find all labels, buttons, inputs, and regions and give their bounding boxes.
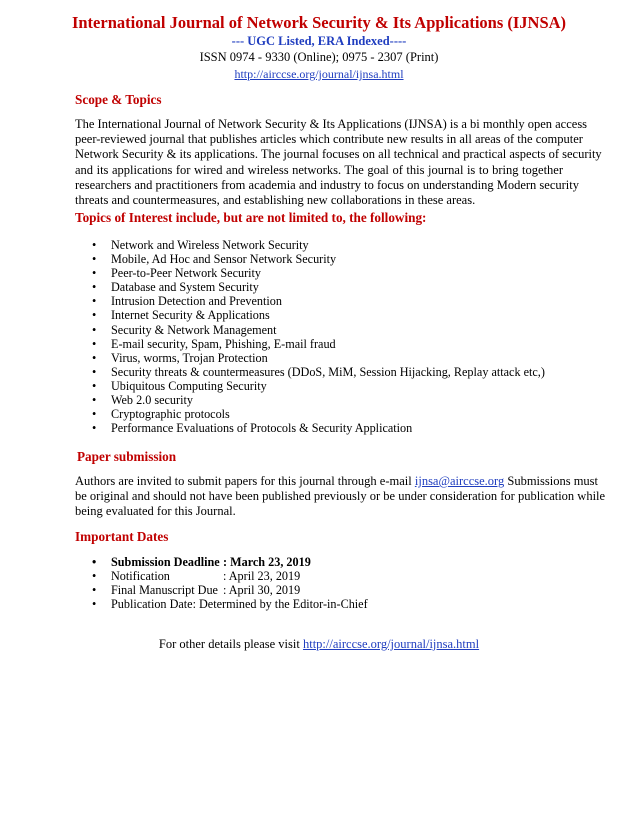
list-item: • Security threats & countermeasures (DDoS, MiM, Session Hijacking, Replay attack etc,)	[92, 364, 545, 379]
list-item: • Ubiquitous Computing Security	[92, 378, 267, 393]
scope-line: Network Security & its applications. The journal focuses on all technical and practical aspects of security	[75, 147, 602, 162]
submission-line: Authors are invited to submit papers for this journal through e-mail ijnsa@airccse.org Submissions must	[75, 474, 599, 488]
list-item: • Internet Security & Applications	[92, 308, 270, 323]
scope-paragraph	[75, 117, 602, 208]
list-item: • Virus, worms, Trojan Protection	[92, 350, 268, 365]
topics-list	[75, 238, 545, 435]
list-item: • Performance Evaluations of Protocols & Security Application	[92, 421, 413, 436]
bullet-icon: •	[92, 393, 97, 408]
footer-url-link[interactable]: http://airccse.org/journal/ijnsa.html	[302, 637, 480, 651]
scope-line: researchers and practitioners from academia and industry to focus on understanding Modern security	[75, 177, 579, 192]
journal-url-container	[20, 67, 618, 82]
bullet-icon: •	[92, 280, 97, 295]
scope-heading: Scope & Topics	[75, 92, 162, 107]
list-item: • Publication Date: Determined by the Editor-in-Chief	[92, 597, 368, 612]
scope-line: The International Journal of Network Security & Its Applications (IJNSA) is a bi monthly open access	[75, 117, 588, 131]
scope-line: threats and countermeasures, and establishing new collaborations in these areas.	[75, 193, 476, 208]
bullet-icon: •	[92, 569, 97, 584]
submission-heading: Paper submission	[77, 449, 177, 464]
dates-heading: Important Dates	[75, 529, 169, 544]
submission-line: be original and should not have been published previously or be under consideration for publication while	[75, 489, 606, 504]
scope-line: peer-reviewed journal that publishes articles which contribute new results in all areas of the computer	[75, 132, 583, 147]
list-item: • E-mail security, Spam, Phishing, E-mail fraud	[92, 336, 336, 351]
submission-email-link[interactable]: ijnsa@airccse.org	[414, 474, 505, 488]
bullet-icon: •	[92, 378, 97, 393]
issn-line: ISSN 0974 - 9330 (Online); 0975 - 2307 (Print)	[199, 50, 439, 64]
list-item: • Network and Wireless Network Security	[92, 238, 309, 252]
bullet-icon: •	[92, 252, 97, 267]
bullet-icon: •	[92, 421, 97, 436]
list-item: • Final Manuscript Due : April 30, 2019	[92, 583, 301, 598]
journal-title: International Journal of Network Security & Its Applications (IJNSA)	[71, 13, 567, 32]
list-item: • Intrusion Detection and Prevention	[92, 294, 282, 309]
list-item: • Mobile, Ad Hoc and Sensor Network Security	[92, 252, 337, 267]
bullet-icon: •	[92, 407, 97, 422]
list-item: • Security & Network Management	[92, 322, 277, 337]
scope-line: and its applications for wired and wireless networks. The goal of this journal is to bring together	[75, 162, 563, 177]
journal-subtitle: --- UGC Listed, ERA Indexed----	[231, 34, 407, 48]
dates-list	[75, 555, 368, 611]
topics-heading: Topics of Interest include, but are not limited to, the following:	[75, 210, 427, 225]
bullet-icon: •	[92, 583, 97, 598]
bullet-icon: •	[92, 597, 97, 612]
bullet-icon: •	[92, 266, 97, 281]
bullet-icon: •	[92, 364, 97, 379]
list-item: • Database and System Security	[92, 280, 259, 295]
list-item: • Peer-to-Peer Network Security	[92, 266, 262, 281]
bullet-icon: •	[92, 555, 97, 569]
bullet-icon: •	[92, 238, 97, 252]
submission-line: being evaluated for this Journal.	[75, 504, 236, 519]
bullet-icon: •	[92, 350, 97, 365]
bullet-icon: •	[92, 294, 97, 309]
list-item: • Cryptographic protocols	[92, 407, 230, 422]
list-item: • Notification : April 23, 2019	[92, 569, 301, 584]
list-item: • Submission Deadline : March 23, 2019	[92, 555, 311, 569]
bullet-icon: •	[92, 308, 97, 323]
footer-line: For other details please visit http://airccse.org/journal/ijnsa.html	[158, 637, 480, 651]
journal-url-link[interactable]: http://airccse.org/journal/ijnsa.html	[234, 67, 404, 81]
list-item: • Web 2.0 security	[92, 393, 193, 408]
submission-paragraph	[75, 474, 606, 520]
bullet-icon: •	[92, 336, 97, 351]
bullet-icon: •	[92, 322, 97, 337]
